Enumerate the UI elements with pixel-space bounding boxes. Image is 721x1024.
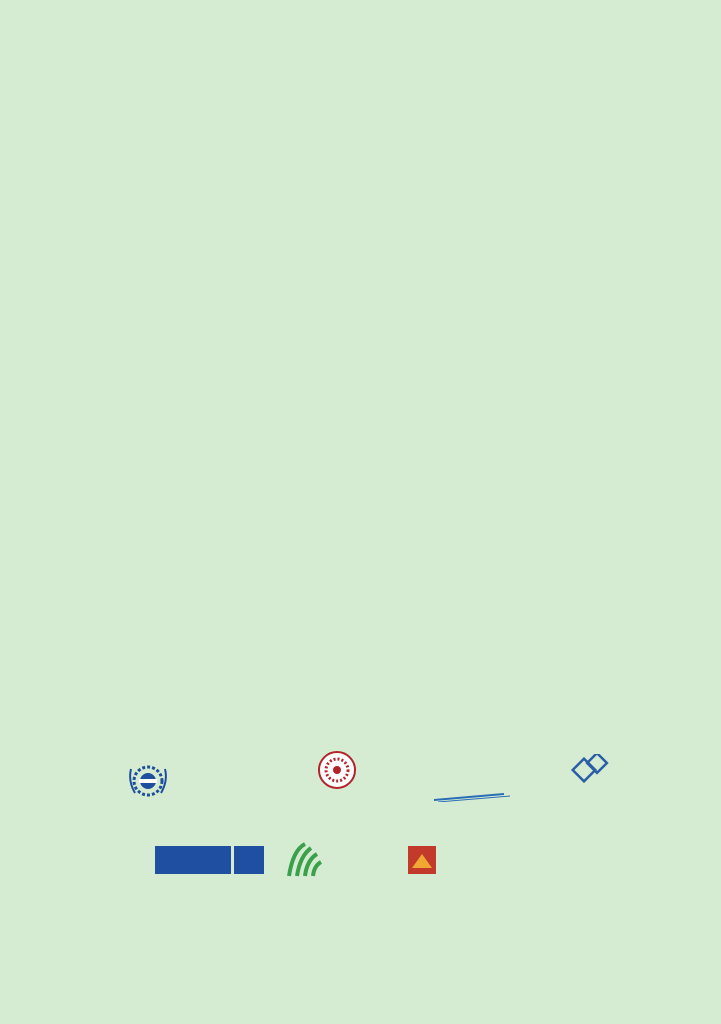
banco-nordeste-mark-icon <box>408 846 436 874</box>
laurel-gear-icon <box>125 755 171 803</box>
banco-nordeste-logo <box>408 844 504 876</box>
faec-logo <box>285 838 395 882</box>
fiec-logo <box>155 846 265 874</box>
academy-seal-icon <box>317 750 357 790</box>
governo-federal-logo <box>518 838 604 882</box>
trainer-logo <box>432 762 532 802</box>
faec-leaf-icon <box>285 840 325 880</box>
promover-logo <box>558 752 638 804</box>
promover-mark-icon <box>568 754 618 788</box>
fiec-text <box>155 846 231 874</box>
trainer-swoosh-icon <box>434 792 514 802</box>
academia-economia-logo <box>125 755 245 803</box>
academia-ciencias-logo <box>255 750 420 810</box>
